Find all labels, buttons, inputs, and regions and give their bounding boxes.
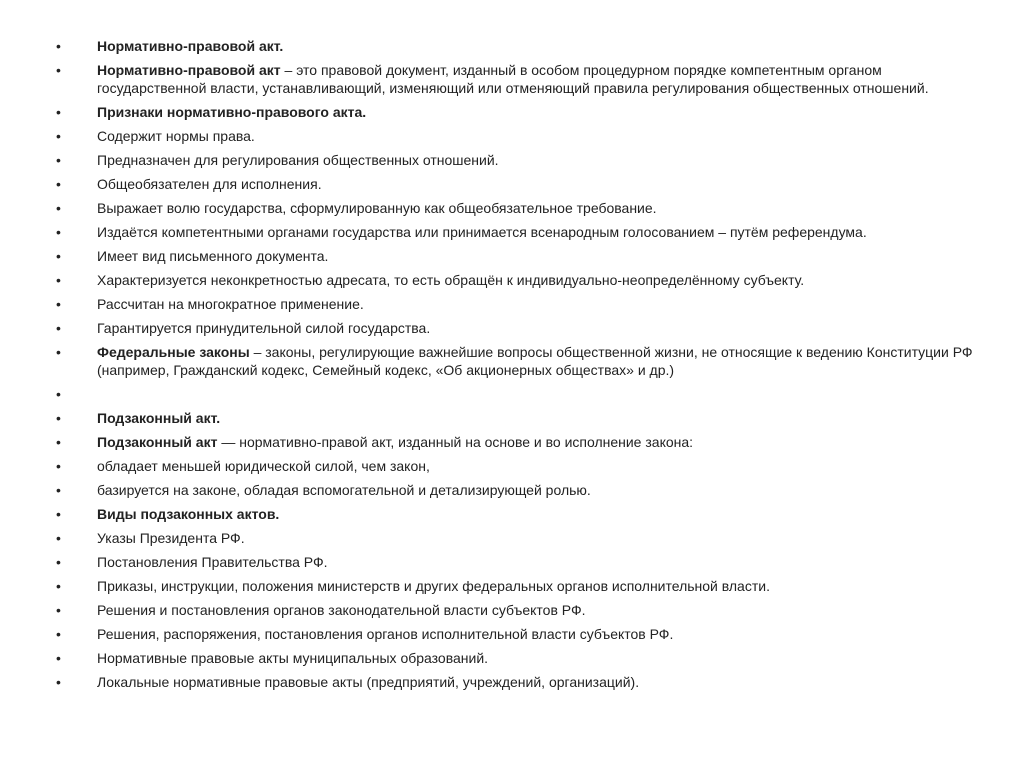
- bullet-icon: •: [56, 224, 61, 240]
- item-text: Решения, распоряжения, постановления органов исполнительной власти субъектов РФ.: [97, 626, 674, 642]
- item-text: базируется на законе, обладая вспомогательной и детализирующей ролью.: [97, 482, 591, 498]
- bullet-icon: •: [56, 152, 61, 168]
- item-text: Имеет вид письменного документа.: [97, 248, 329, 264]
- list-item: [56, 649, 976, 667]
- item-text: Предназначен для регулирования общественных отношений.: [97, 152, 499, 168]
- bullet-list: [56, 37, 976, 697]
- list-item: [56, 625, 976, 643]
- list-item: [56, 151, 976, 169]
- list-item: [56, 673, 976, 691]
- bullet-icon: •: [56, 530, 61, 546]
- bullet-icon: •: [56, 176, 61, 192]
- item-text: Рассчитан на многократное применение.: [97, 296, 364, 312]
- list-item: [56, 385, 976, 403]
- bullet-icon: •: [56, 650, 61, 666]
- bullet-icon: •: [56, 62, 61, 78]
- bullet-icon: •: [56, 410, 61, 426]
- item-text: – это правовой документ, изданный в особом процедурном порядке компетентным органом государственной власти, устанавливающий, изменяющий или отменяющий правила регулирования общественных отношений.: [97, 62, 929, 96]
- list-item: [56, 409, 976, 427]
- bullet-icon: •: [56, 554, 61, 570]
- item-text: Указы Президента РФ.: [97, 530, 245, 546]
- item-text: – законы, регулирующие важнейшие вопросы общественной жизни, не относящие к ведению Конституции РФ (например, Гражданский кодекс, Семейный кодекс, «Об акционерных обществах» и др.): [97, 344, 973, 378]
- list-item: [56, 343, 976, 379]
- bullet-icon: •: [56, 248, 61, 264]
- list-item: [56, 529, 976, 547]
- list-item: [56, 295, 976, 313]
- item-bold-text: Нормативно-правовой акт: [97, 62, 281, 78]
- bullet-icon: •: [56, 200, 61, 216]
- list-item: [56, 103, 976, 121]
- item-bold-text: Подзаконный акт: [97, 434, 218, 450]
- bullet-icon: •: [56, 128, 61, 144]
- list-item: [56, 553, 976, 571]
- bullet-icon: •: [56, 674, 61, 690]
- bullet-icon: •: [56, 602, 61, 618]
- list-item: [56, 127, 976, 145]
- item-text: Характеризуется неконкретностью адресата, то есть обращён к индивидуально-неопределённому субъекту.: [97, 272, 805, 288]
- item-text: Издаётся компетентными органами государства или принимается всенародным голосованием – путём референдума.: [97, 224, 867, 240]
- list-item: [56, 457, 976, 475]
- list-item: [56, 481, 976, 499]
- item-text: — нормативно-правой акт, изданный на основе и во исполнение закона:: [217, 434, 694, 450]
- bullet-icon: •: [56, 458, 61, 474]
- item-text: Выражает волю государства, сформулированную как общеобязательное требование.: [97, 200, 657, 216]
- list-item: [56, 175, 976, 193]
- list-item: [56, 433, 976, 451]
- bullet-icon: •: [56, 320, 61, 336]
- item-text: Постановления Правительства РФ.: [97, 554, 328, 570]
- bullet-icon: •: [56, 38, 61, 54]
- item-bold-text: Подзаконный акт.: [97, 410, 221, 426]
- bullet-icon: •: [56, 272, 61, 288]
- item-bold-text: Федеральные законы: [97, 344, 250, 360]
- bullet-icon: •: [56, 296, 61, 312]
- list-item: [56, 199, 976, 217]
- bullet-icon: •: [56, 344, 61, 360]
- item-bold-text: Виды подзаконных актов.: [97, 506, 280, 522]
- item-text: Приказы, инструкции, положения министерств и других федеральных органов исполнительной власти.: [97, 578, 770, 594]
- item-text: Локальные нормативные правовые акты (предприятий, учреждений, организаций).: [97, 674, 640, 690]
- item-text: Решения и постановления органов законодательной власти субъектов РФ.: [97, 602, 586, 618]
- bullet-icon: •: [56, 578, 61, 594]
- list-item: [56, 61, 976, 97]
- list-item: [56, 319, 976, 337]
- item-text: Гарантируется принудительной силой государства.: [97, 320, 431, 336]
- bullet-icon: •: [56, 482, 61, 498]
- item-text: Нормативные правовые акты муниципальных образований.: [97, 650, 489, 666]
- list-item: [56, 271, 976, 289]
- bullet-icon: •: [56, 386, 61, 402]
- list-item: [56, 223, 976, 241]
- item-bold-text: Нормативно-правовой акт.: [97, 38, 284, 54]
- list-item: [56, 505, 976, 523]
- item-bold-text: Признаки нормативно-правового акта.: [97, 104, 367, 120]
- bullet-icon: •: [56, 626, 61, 642]
- bullet-icon: •: [56, 104, 61, 120]
- item-text: Содержит нормы права.: [97, 128, 255, 144]
- item-text: обладает меньшей юридической силой, чем закон,: [97, 458, 430, 474]
- bullet-icon: •: [56, 506, 61, 522]
- list-item: [56, 37, 976, 55]
- list-item: [56, 601, 976, 619]
- list-item: [56, 577, 976, 595]
- bullet-icon: •: [56, 434, 61, 450]
- list-item: [56, 247, 976, 265]
- item-text: Общеобязателен для исполнения.: [97, 176, 322, 192]
